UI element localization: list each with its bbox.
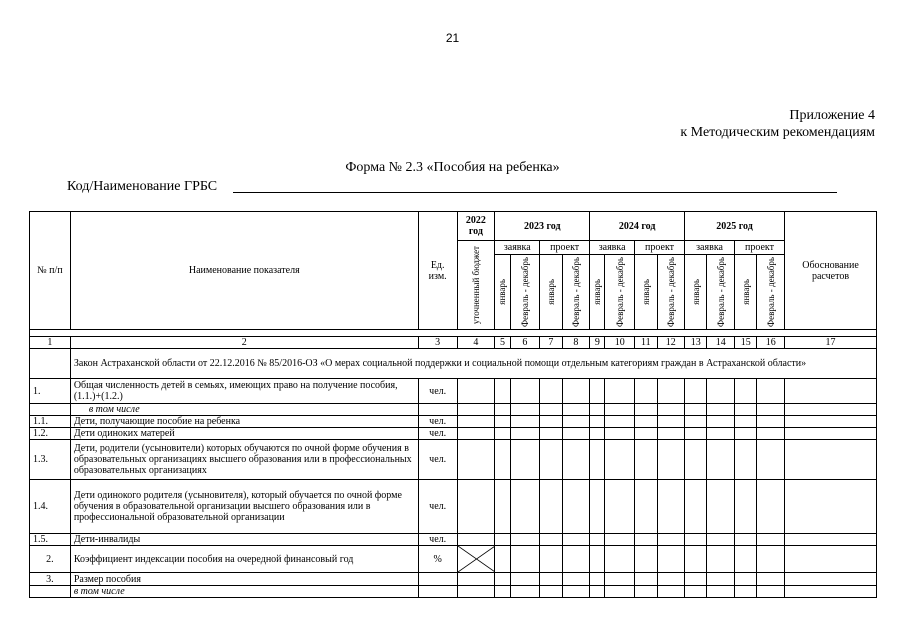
row-name: Дети-инвалиды <box>70 534 418 546</box>
h-2023-z-febdec <box>510 255 540 330</box>
data-cell[interactable] <box>707 440 735 480</box>
data-cell[interactable] <box>540 404 562 416</box>
data-cell[interactable] <box>510 379 540 404</box>
data-cell[interactable] <box>757 586 785 598</box>
data-cell[interactable] <box>735 379 757 404</box>
data-cell[interactable] <box>785 404 877 416</box>
data-cell[interactable] <box>562 404 590 416</box>
data-cell[interactable] <box>757 534 785 546</box>
row-num: 1. <box>30 379 71 404</box>
data-cell[interactable] <box>562 379 590 404</box>
data-cell[interactable] <box>785 428 877 440</box>
header-2025-proekt: проект <box>735 241 785 255</box>
data-cell[interactable] <box>562 534 590 546</box>
data-cell[interactable] <box>707 416 735 428</box>
row-unit: чел. <box>418 416 457 428</box>
data-cell[interactable] <box>590 586 605 598</box>
h-2023-p-jan-text: январь <box>545 279 556 305</box>
data-cell[interactable] <box>635 404 657 416</box>
law-row-num <box>30 349 71 379</box>
data-cell[interactable] <box>785 440 877 480</box>
data-cell[interactable] <box>785 480 877 534</box>
data-cell[interactable] <box>685 428 707 440</box>
row-name: Общая численность детей в семьях, имеющих право на получение пособия, (1.1.)+(1.2.) <box>70 379 418 404</box>
table-row <box>30 404 877 416</box>
data-cell[interactable] <box>605 416 635 428</box>
data-cell[interactable] <box>605 534 635 546</box>
header-2025-zayavka: заявка <box>685 241 735 255</box>
data-cell[interactable] <box>735 480 757 534</box>
data-cell[interactable] <box>495 428 510 440</box>
data-cell[interactable] <box>495 480 510 534</box>
table-row <box>30 440 877 480</box>
data-cell[interactable] <box>605 379 635 404</box>
col-number: 8 <box>562 337 590 349</box>
h-2024-p-febdec-text: Февраль - декабрь <box>665 257 676 328</box>
data-cell[interactable] <box>757 379 785 404</box>
h-2025-p-jan-text: январь <box>740 279 751 305</box>
row-unit <box>418 573 457 586</box>
row-name: Размер пособия <box>70 573 418 586</box>
data-cell[interactable] <box>757 546 785 573</box>
data-cell[interactable] <box>635 573 657 586</box>
row-unit: чел. <box>418 379 457 404</box>
data-cell[interactable] <box>685 586 707 598</box>
data-cell[interactable] <box>785 546 877 573</box>
row-num: 3. <box>30 573 71 586</box>
data-cell[interactable] <box>735 546 757 573</box>
col-number: 12 <box>657 337 685 349</box>
crossed-out-cell <box>457 546 495 573</box>
h-2025-p-febdec-text: Февраль - декабрь <box>765 257 776 328</box>
h-2024-p-jan-text: январь <box>640 279 651 305</box>
data-cell[interactable] <box>562 546 590 573</box>
row-num <box>30 586 71 598</box>
data-cell[interactable] <box>457 573 495 586</box>
row-unit: чел. <box>418 440 457 480</box>
header-2022-refined-text: уточненный бюджет <box>470 245 481 325</box>
data-cell[interactable] <box>540 416 562 428</box>
h-2024-p-febdec <box>657 255 685 330</box>
h-2025-z-jan-text: январь <box>690 279 701 305</box>
row-num: 1.4. <box>30 480 71 534</box>
data-cell[interactable] <box>635 379 657 404</box>
data-cell[interactable] <box>757 404 785 416</box>
header-name: Наименование показателя <box>70 212 418 330</box>
data-cell[interactable] <box>562 428 590 440</box>
h-2024-z-jan-text: январь <box>592 279 603 305</box>
data-cell[interactable] <box>785 416 877 428</box>
data-cell[interactable] <box>562 586 590 598</box>
row-unit: чел. <box>418 534 457 546</box>
data-cell[interactable] <box>657 404 685 416</box>
col-number: 2 <box>70 337 418 349</box>
data-cell[interactable] <box>757 416 785 428</box>
data-cell[interactable] <box>540 379 562 404</box>
data-cell[interactable] <box>540 534 562 546</box>
row-name: Дети одинокого родителя (усыновителя), который обучается по очной форме обучения в образовательной организации высшего образования или в профессиональной образовательной организации <box>70 480 418 534</box>
data-cell[interactable] <box>605 404 635 416</box>
row-num: 1.3. <box>30 440 71 480</box>
col-number: 15 <box>735 337 757 349</box>
data-cell[interactable] <box>510 428 540 440</box>
data-cell[interactable] <box>605 428 635 440</box>
col-number: 3 <box>418 337 457 349</box>
data-cell[interactable] <box>590 416 605 428</box>
col-number: 9 <box>590 337 605 349</box>
data-cell[interactable] <box>707 428 735 440</box>
data-cell[interactable] <box>562 480 590 534</box>
header-year-2022: 2022 год <box>457 212 495 241</box>
row-num: 1.2. <box>30 428 71 440</box>
data-cell[interactable] <box>510 573 540 586</box>
row-unit <box>418 404 457 416</box>
data-cell[interactable] <box>510 440 540 480</box>
table-row <box>30 546 877 573</box>
data-cell[interactable] <box>605 586 635 598</box>
data-cell[interactable] <box>685 534 707 546</box>
row-num: 2. <box>30 546 71 573</box>
data-cell[interactable] <box>590 534 605 546</box>
data-cell[interactable] <box>657 586 685 598</box>
header-justification: Обоснование расчетов <box>785 212 877 330</box>
row-num: 1.1. <box>30 416 71 428</box>
data-cell[interactable] <box>785 534 877 546</box>
data-cell[interactable] <box>605 440 635 480</box>
data-cell[interactable] <box>590 573 605 586</box>
data-cell[interactable] <box>735 404 757 416</box>
h-2023-z-febdec-text: Февраль - декабрь <box>519 257 530 328</box>
data-cell[interactable] <box>685 440 707 480</box>
h-2024-z-febdec <box>605 255 635 330</box>
data-cell[interactable] <box>707 404 735 416</box>
data-cell[interactable] <box>457 440 495 480</box>
data-cell[interactable] <box>785 586 877 598</box>
col-number: 7 <box>540 337 562 349</box>
data-cell[interactable] <box>457 480 495 534</box>
h-2024-p-jan <box>635 255 657 330</box>
col-number: 1 <box>30 337 71 349</box>
data-cell[interactable] <box>495 416 510 428</box>
h-2024-z-jan <box>590 255 605 330</box>
table-row <box>30 573 877 586</box>
header-year-2024: 2024 год <box>590 212 685 241</box>
data-cell[interactable] <box>685 546 707 573</box>
header-num: № п/п <box>30 212 71 330</box>
data-cell[interactable] <box>510 480 540 534</box>
data-cell[interactable] <box>757 480 785 534</box>
col-number: 4 <box>457 337 495 349</box>
table-row <box>30 480 877 534</box>
h-2025-p-jan <box>735 255 757 330</box>
data-cell[interactable] <box>540 586 562 598</box>
data-cell[interactable] <box>540 440 562 480</box>
data-cell[interactable] <box>657 480 685 534</box>
data-cell[interactable] <box>457 428 495 440</box>
row-name: Дети одиноких матерей <box>70 428 418 440</box>
data-cell[interactable] <box>707 480 735 534</box>
header-2023-proekt: проект <box>540 241 590 255</box>
data-cell[interactable] <box>707 379 735 404</box>
data-cell[interactable] <box>605 480 635 534</box>
header-2022-refined <box>457 241 495 330</box>
appendix-line-1: Приложение 4 <box>789 108 875 123</box>
data-cell[interactable] <box>457 586 495 598</box>
h-2023-z-jan <box>495 255 510 330</box>
data-cell[interactable] <box>590 440 605 480</box>
col-number: 6 <box>510 337 540 349</box>
data-cell[interactable] <box>707 546 735 573</box>
data-cell[interactable] <box>562 440 590 480</box>
data-cell[interactable] <box>707 534 735 546</box>
data-cell[interactable] <box>562 573 590 586</box>
data-cell[interactable] <box>495 534 510 546</box>
data-cell[interactable] <box>635 428 657 440</box>
table-row <box>30 379 877 404</box>
data-cell[interactable] <box>735 428 757 440</box>
data-cell[interactable] <box>757 428 785 440</box>
data-cell[interactable] <box>457 404 495 416</box>
benefits-table <box>29 211 877 598</box>
data-cell[interactable] <box>635 534 657 546</box>
data-cell[interactable] <box>635 440 657 480</box>
data-cell[interactable] <box>635 416 657 428</box>
appendix-line-2: к Методическим рекомендациям <box>680 125 875 140</box>
header-2023-zayavka: заявка <box>495 241 540 255</box>
data-cell[interactable] <box>457 534 495 546</box>
header-year-2025: 2025 год <box>685 212 785 241</box>
row-name: Дети, получающие пособие на ребенка <box>70 416 418 428</box>
data-cell[interactable] <box>657 416 685 428</box>
row-unit <box>418 586 457 598</box>
row-name: Коэффициент индексации пособия на очередной финансовый год <box>70 546 418 573</box>
h-2023-p-febdec <box>562 255 590 330</box>
h-2023-p-febdec-text: Февраль - декабрь <box>570 257 581 328</box>
data-cell[interactable] <box>685 573 707 586</box>
data-cell[interactable] <box>457 379 495 404</box>
data-cell[interactable] <box>540 428 562 440</box>
data-cell[interactable] <box>510 546 540 573</box>
data-cell[interactable] <box>707 586 735 598</box>
data-cell[interactable] <box>605 573 635 586</box>
data-cell[interactable] <box>657 379 685 404</box>
data-cell[interactable] <box>657 428 685 440</box>
data-cell[interactable] <box>457 416 495 428</box>
row-unit: чел. <box>418 480 457 534</box>
data-cell[interactable] <box>495 546 510 573</box>
row-name: в том числе <box>70 586 418 598</box>
data-cell[interactable] <box>540 573 562 586</box>
row-name: Дети, родители (усыновители) которых обучаются по очной форме обучения в образовательных организациях высшего образования или в профессиональных образовательных организациях <box>70 440 418 480</box>
table-row <box>30 534 877 546</box>
data-cell[interactable] <box>657 534 685 546</box>
col-number: 11 <box>635 337 657 349</box>
data-cell[interactable] <box>735 534 757 546</box>
data-cell[interactable] <box>685 404 707 416</box>
table-row <box>30 416 877 428</box>
data-cell[interactable] <box>590 404 605 416</box>
h-2025-p-febdec <box>757 255 785 330</box>
data-cell[interactable] <box>510 416 540 428</box>
data-cell[interactable] <box>495 440 510 480</box>
data-cell[interactable] <box>635 586 657 598</box>
h-2025-z-febdec <box>707 255 735 330</box>
header-unit: Ед. изм. <box>418 212 457 330</box>
data-cell[interactable] <box>562 416 590 428</box>
table-row <box>30 428 877 440</box>
col-number: 14 <box>707 337 735 349</box>
data-cell[interactable] <box>605 546 635 573</box>
data-cell[interactable] <box>707 573 735 586</box>
col-number: 17 <box>785 337 877 349</box>
col-number: 10 <box>605 337 635 349</box>
data-cell[interactable] <box>685 416 707 428</box>
law-row-text: Закон Астраханской области от 22.12.2016 № 85/2016-ОЗ «О мерах социальной поддержки и социальной помощи отдельным категориям граждан в Астраханской области» <box>70 349 876 379</box>
cross-mark <box>458 546 495 572</box>
data-cell[interactable] <box>540 546 562 573</box>
grbs-input-line[interactable] <box>233 192 837 193</box>
col-number: 5 <box>495 337 510 349</box>
h-2023-p-jan <box>540 255 562 330</box>
h-2025-z-jan <box>685 255 707 330</box>
col-number: 16 <box>757 337 785 349</box>
data-cell[interactable] <box>590 428 605 440</box>
data-cell[interactable] <box>495 379 510 404</box>
row-unit: % <box>418 546 457 573</box>
data-cell[interactable] <box>735 416 757 428</box>
col-number: 13 <box>685 337 707 349</box>
header-2024-zayavka: заявка <box>590 241 635 255</box>
data-cell[interactable] <box>590 546 605 573</box>
data-cell[interactable] <box>785 379 877 404</box>
row-name: в том числе <box>70 404 418 416</box>
data-cell[interactable] <box>657 546 685 573</box>
h-2023-z-jan-text: январь <box>497 279 508 305</box>
data-cell[interactable] <box>785 573 877 586</box>
h-2024-z-febdec-text: Февраль - декабрь <box>614 257 625 328</box>
data-cell[interactable] <box>510 534 540 546</box>
data-cell[interactable] <box>635 546 657 573</box>
data-cell[interactable] <box>635 480 657 534</box>
h-2025-z-febdec-text: Февраль - декабрь <box>715 257 726 328</box>
data-cell[interactable] <box>735 573 757 586</box>
data-cell[interactable] <box>757 573 785 586</box>
header-2024-proekt: проект <box>635 241 685 255</box>
table-row <box>30 586 877 598</box>
form-title: Форма № 2.3 «Пособия на ребенка» <box>345 160 560 175</box>
row-num <box>30 404 71 416</box>
data-cell[interactable] <box>495 404 510 416</box>
data-cell[interactable] <box>685 379 707 404</box>
data-cell[interactable] <box>657 573 685 586</box>
data-cell[interactable] <box>735 440 757 480</box>
data-cell[interactable] <box>757 440 785 480</box>
page-number: 21 <box>445 31 460 45</box>
data-cell[interactable] <box>657 440 685 480</box>
header-year-2023: 2023 год <box>495 212 590 241</box>
data-cell[interactable] <box>495 573 510 586</box>
data-cell[interactable] <box>510 404 540 416</box>
data-cell[interactable] <box>510 586 540 598</box>
data-cell[interactable] <box>735 586 757 598</box>
data-cell[interactable] <box>590 379 605 404</box>
data-cell[interactable] <box>495 586 510 598</box>
grbs-label: Код/Наименование ГРБС <box>67 179 218 194</box>
data-cell[interactable] <box>685 480 707 534</box>
row-num: 1.5. <box>30 534 71 546</box>
row-unit: чел. <box>418 428 457 440</box>
data-cell[interactable] <box>590 480 605 534</box>
data-cell[interactable] <box>540 480 562 534</box>
